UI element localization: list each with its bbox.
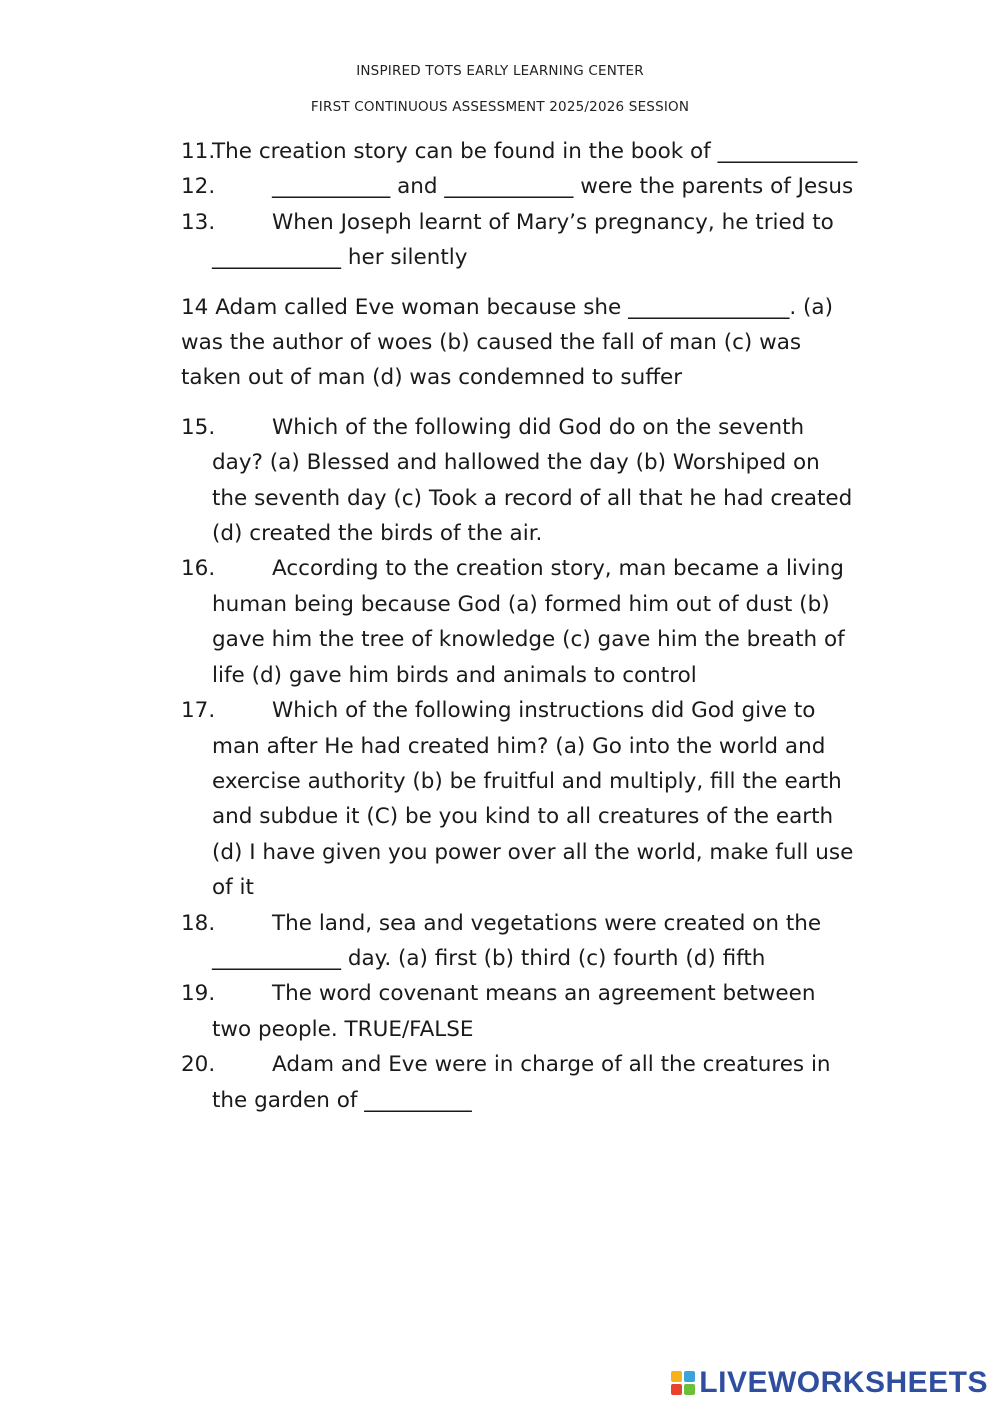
school-name: INSPIRED TOTS EARLY LEARNING CENTER — [356, 63, 644, 79]
question-text: The word covenant means an agreement between two people. TRUE/FALSE — [212, 981, 816, 1042]
question-number: 11. — [181, 139, 216, 164]
question-13 — [181, 205, 861, 276]
question-text: 14 Adam called Eve woman because she _______________. (a) was the author of woes (b) caused the fall of man (c) was taken out of man (d) was condemned to suffer — [181, 294, 833, 391]
question-number: 18. — [181, 910, 216, 936]
question-text: Which of the following did God do on the seventh day? (a) Blessed and hallowed the day (b) Worshiped on the seventh day (c) Took a record of all that he had created (d) created the birds of the air. — [212, 414, 853, 547]
question-text: According to the creation story, man became a living human being because God (a) formed him out of dust (b) gave him the tree of knowledge (c) gave him the breath of life (d) gave him birds and animals to control — [212, 556, 845, 688]
question-15 — [181, 410, 861, 552]
question-number: 12. — [181, 174, 216, 200]
question-text: When Joseph learnt of Mary’s pregnancy, he tried to ____________ her silently — [212, 209, 834, 271]
question-16 — [181, 551, 861, 693]
logo-square-1 — [671, 1371, 682, 1382]
logo-square-4 — [684, 1384, 695, 1395]
question-17 — [181, 693, 861, 905]
liveworksheets-logo-icon — [671, 1371, 695, 1395]
logo-square-2 — [684, 1371, 695, 1382]
question-number: 20. — [181, 1052, 216, 1078]
question-number: 13. — [181, 209, 216, 235]
question-number: 16. — [181, 556, 216, 582]
question-number: 19. — [181, 981, 216, 1007]
question-list — [181, 134, 861, 1118]
liveworksheets-logo — [671, 1366, 988, 1400]
question-11 — [181, 134, 861, 169]
question-text: ___________ and ____________ were the parents of Jesus — [272, 174, 854, 200]
question-12 — [181, 169, 861, 204]
logo-square-3 — [671, 1384, 682, 1395]
liveworksheets-brand: LIVEWORKSHEETS — [699, 1366, 988, 1399]
question-19 — [181, 976, 861, 1047]
question-number: 17. — [181, 698, 216, 724]
question-text: Adam and Eve were in charge of all the creatures in the garden of __________ — [212, 1052, 831, 1113]
assessment-title: FIRST CONTINUOUS ASSESSMENT 2025/2026 SESSION — [310, 99, 690, 115]
question-text: The creation story can be found in the book of _____________ — [212, 139, 858, 164]
question-20 — [181, 1047, 861, 1118]
question-number: 15. — [181, 414, 216, 440]
question-14 — [181, 290, 861, 396]
question-18 — [181, 906, 861, 977]
question-text: Which of the following instructions did God give to man after He had created him? (a) Go into the world and exercise authority (b) be fruitful and multiply, fill the earth and subdue it (C) be you kind to all creatures of the earth (d) I have given you power over all the world, make full use of it — [212, 698, 854, 901]
question-text: The land, sea and vegetations were created on the ____________ day. (a) first (b) third (c) fourth (d) fifth — [212, 910, 822, 971]
